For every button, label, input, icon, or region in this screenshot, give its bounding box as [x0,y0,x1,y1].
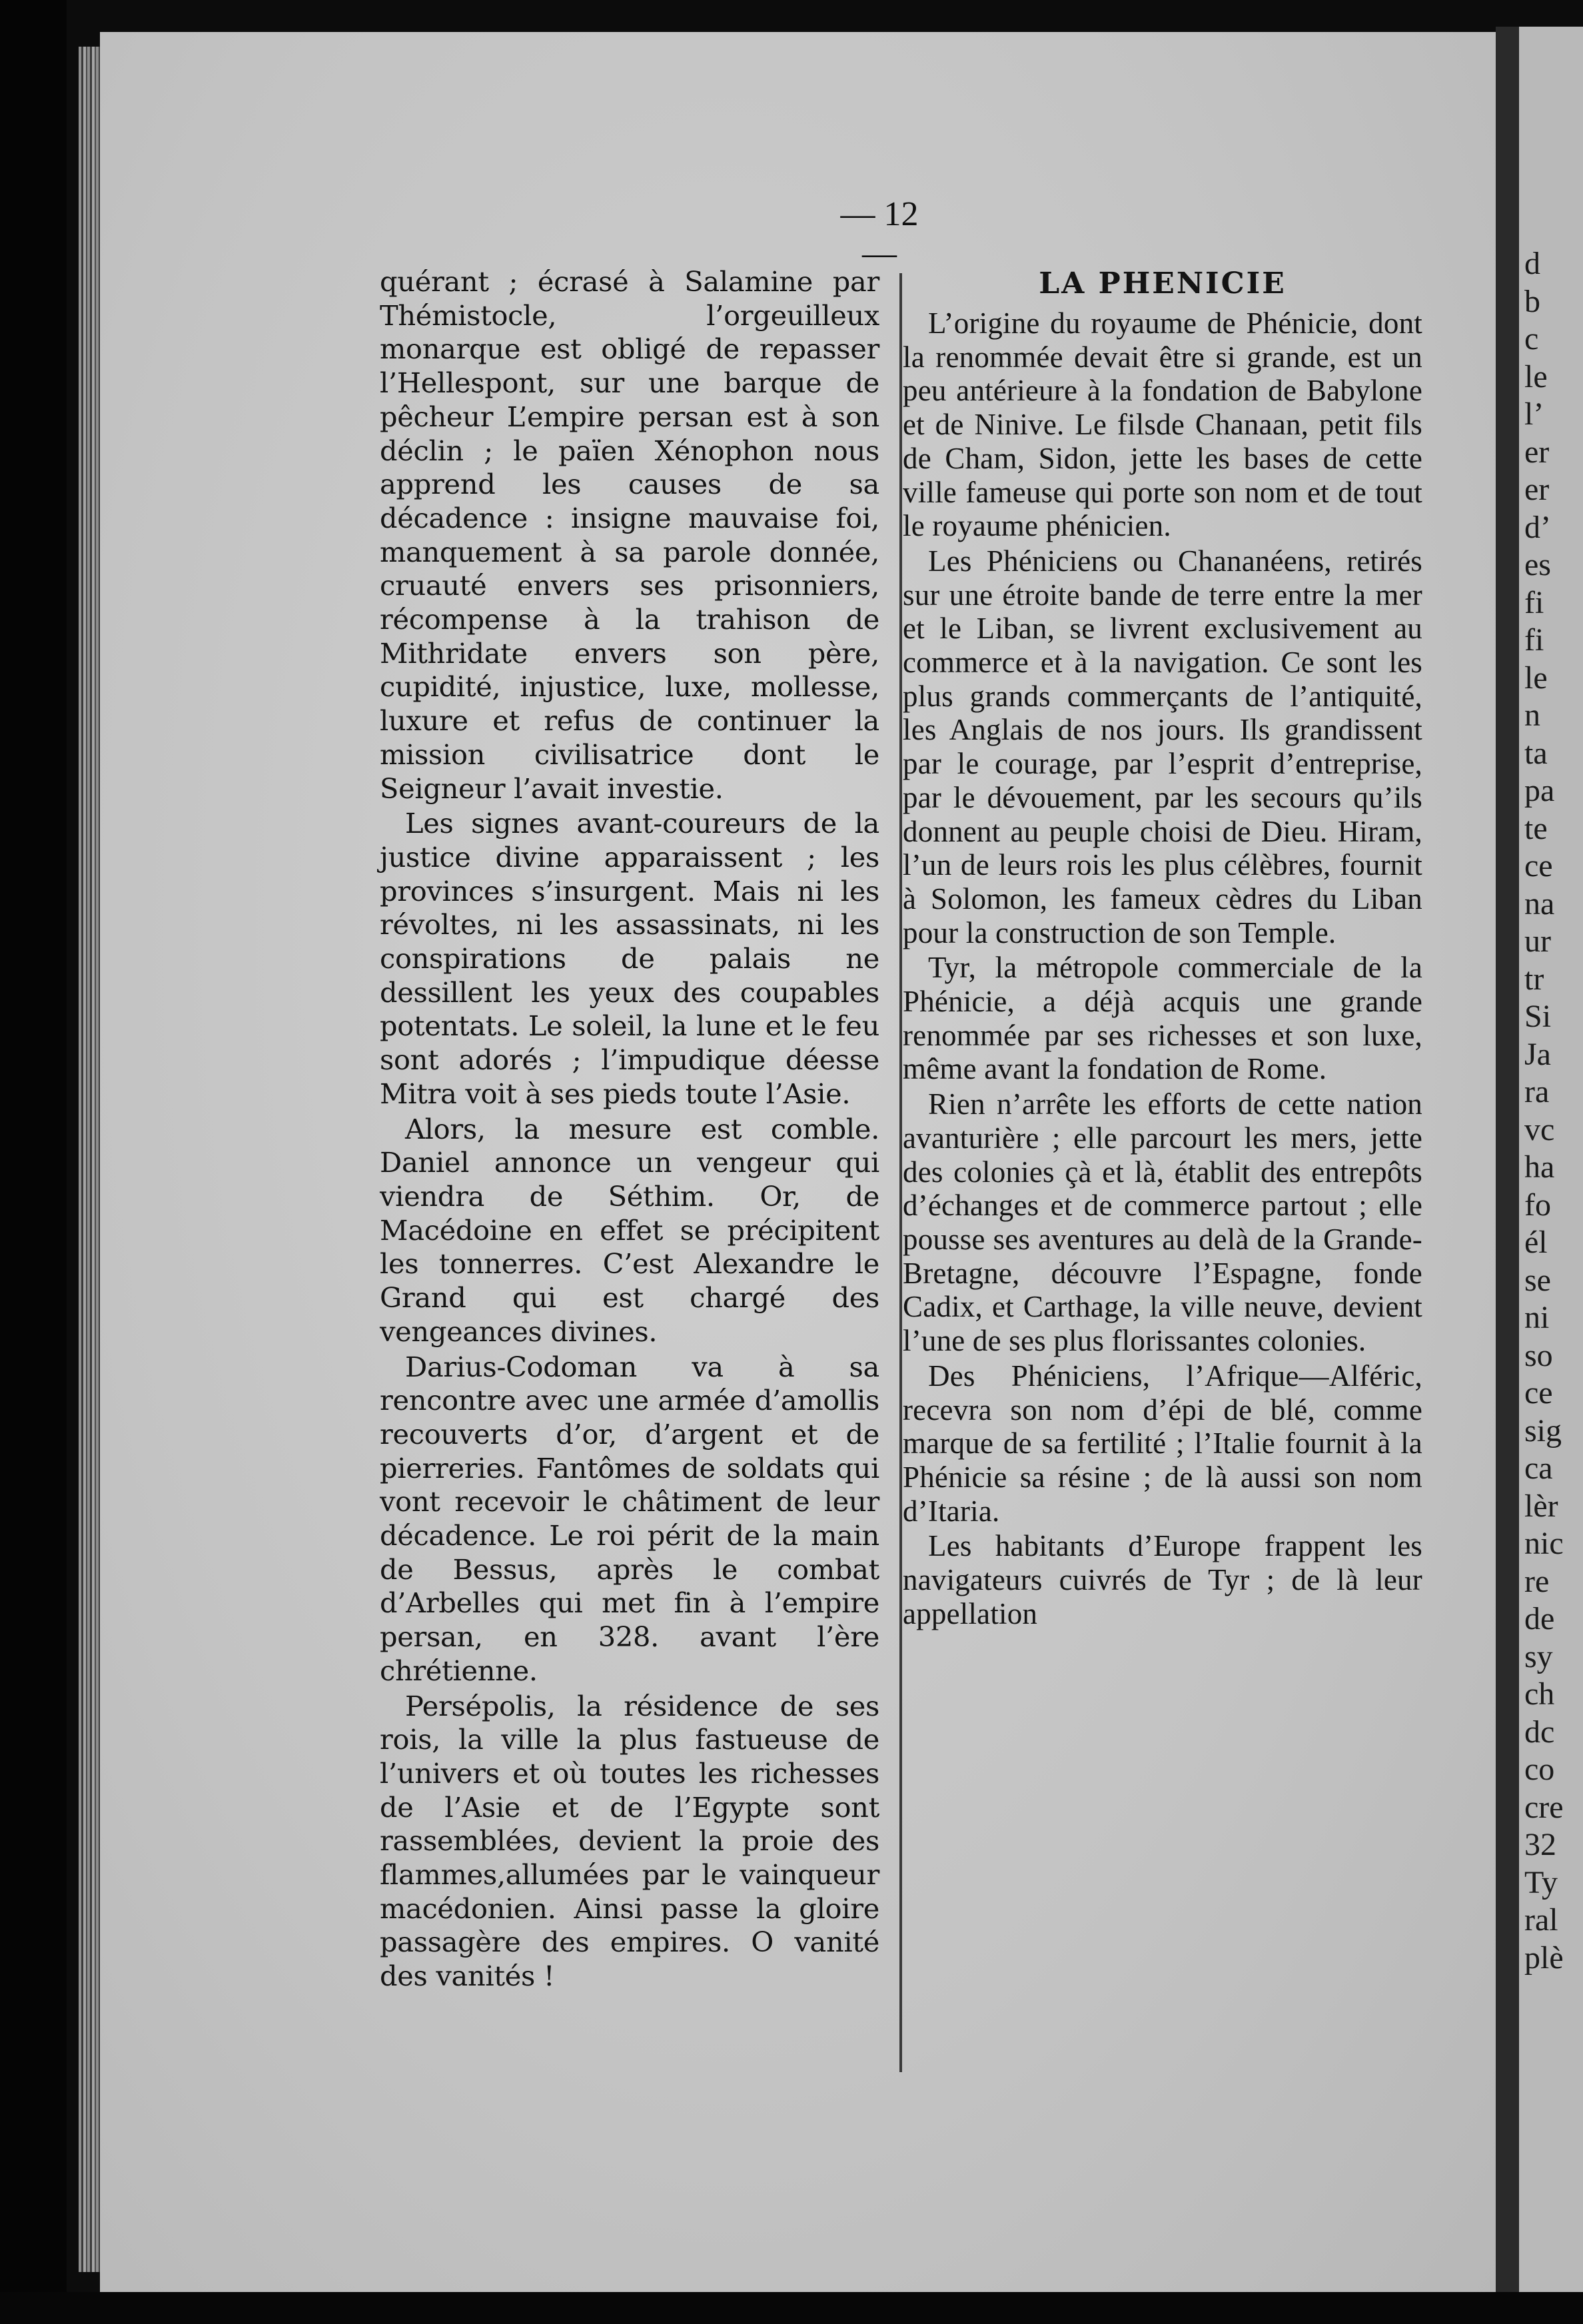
facing-page-text: sig [1524,1413,1562,1449]
page-number: — 12 — [840,195,919,273]
facing-page-text: lèr [1524,1488,1558,1524]
facing-page-text: te [1524,810,1548,846]
facing-page-text: l’ [1524,396,1544,432]
facing-page-text: sy [1524,1638,1553,1674]
facing-page-text: ta [1524,735,1548,771]
left-column [380,265,879,1995]
facing-page-text: ce [1524,1375,1553,1411]
paragraph: Les signes avant-coureurs de la justice divine apparaissent ; les provinces s’insurgent. Mais ni les révoltes, ni les assassinats, ni les conspirations de palais ne dessillent les yeux des coupables potentats. Le soleil, la lune et le feu sont adorés ; l’impudique déesse Mitra voit à ses pieds toute l’Asie. [380,807,879,1110]
facing-page-text: so [1524,1337,1553,1373]
facing-page-text: se [1524,1262,1551,1298]
facing-page-text: fi [1524,584,1544,620]
facing-page-text: Ty [1524,1864,1558,1900]
facing-page-text: er [1524,472,1550,507]
paragraph: Les habitants d’Europe frappent les navigateurs cuivrés de Tyr ; de là leur appellation [903,1529,1422,1630]
facing-page-text: ur [1524,923,1551,959]
facing-page-text: d’ [1524,509,1551,545]
facing-page-text: ra [1524,1074,1550,1109]
facing-page-text: na [1524,885,1555,921]
paragraph: Les Phéniciens ou Chananéens, retirés sur une étroite bande de terre entre la mer et le Liban, se livrent exclusivement au commerce et à la navigation. Ce sont les plus grands commerçants de l’antiquité, les Anglais de nos jours. Ils grandissent par le courage, par l’esprit d’entreprise, par le dévouement, par les secours qu’ils donnent au peuple choisi de Dieu. Hiram, l’un de leurs rois les plus célèbres, fournit à Solomon, les fameux cèdres du Liban pour la construction de son Temple. [903,544,1422,949]
facing-page-text: pa [1524,773,1555,808]
facing-page-text: ce [1524,848,1553,883]
facing-page-text: co [1524,1752,1555,1787]
paragraph: Darius-Codoman va à sa rencontre avec une armée d’amollis recouverts d’or, d’argent et de pierreries. Fantômes de soldats qui vont recevoir le châtiment de leur décadence. Le roi périt de la main de Bessus, après le combat d’Arbelles qui met fin à l’empire persan, en 328. avant l’ère chrétienne. [380,1350,879,1687]
facing-page-text: vc [1524,1111,1555,1147]
facing-page-text: le [1524,660,1548,696]
facing-page-text: er [1524,434,1550,470]
facing-page-text: nic [1524,1526,1564,1561]
facing-page-text: es [1524,547,1551,582]
facing-page-text: c [1524,321,1539,356]
film-bottom-margin [0,2292,1583,2324]
facing-page-text: ha [1524,1149,1555,1185]
column-divider [899,273,902,2072]
paragraph: L’origine du royaume de Phénicie, dont la renommée devait être si grande, est un peu antérieure à la fondation de Babylone et de Ninive. Le filsde Chanaan, petit fils de Cham, Sidon, jette les bases de cette ville fameuse qui porte son nom et de tout le royaume phénicien. [903,306,1422,543]
paragraph: Rien n’arrête les efforts de cette nation avanturière ; elle parcourt les mers, jette des colonies çà et là, établit des entrepôts d’échanges et de commerce partout ; elle pousse ses aventures au delà de la Grande-Bretagne, découvre l’Espagne, fonde Cadix, et Carthage, la ville neuve, devient l’une de ses plus florissantes colonies. [903,1087,1422,1358]
binding-gutter [1496,27,1519,2299]
facing-page-text: fi [1524,622,1544,658]
facing-page-text: cre [1524,1789,1564,1825]
paragraph: Alors, la mesure est comble. Daniel annonce un vengeur qui viendra de Séthim. Or, de Macédoine en effet se précipitent les tonnerres. C’est Alexandre le Grand qui est chargé des vengeances divines. [380,1112,879,1348]
right-column [903,265,1422,1632]
facing-page-text: de [1524,1601,1555,1636]
facing-page-text: Si [1524,999,1552,1034]
facing-page-text: fo [1524,1187,1551,1223]
facing-page-edge [1519,27,1583,2299]
facing-page-text: ni [1524,1300,1550,1335]
facing-page-text: Ja [1524,1036,1551,1072]
facing-page-text: b [1524,283,1540,319]
paragraph: Des Phéniciens, l’Afrique—Alféric, recevra son nom d’épi de blé, comme marque de sa fertilité ; l’Italie fournit à la Phénicie sa résine ; de là aussi son nom d’Itaria. [903,1359,1422,1528]
section-heading: LA PHENICIE [1039,267,1287,300]
facing-page-text: ral [1524,1902,1558,1938]
facing-page-text: ca [1524,1451,1553,1486]
facing-page-text: él [1524,1225,1548,1260]
facing-page-text: tr [1524,961,1544,997]
facing-page-text: 32 [1524,1827,1556,1862]
facing-page-text: ch [1524,1676,1555,1712]
facing-page-text: plè [1524,1940,1564,1976]
facing-page-text: n [1524,698,1540,733]
facing-page-text: dc [1524,1714,1555,1750]
paragraph: Tyr, la métropole commerciale de la Phénicie, a déjà acquis une grande renommée par ses richesses et son luxe, même avant la fondation de Rome. [903,951,1422,1086]
film-margin [0,0,67,2324]
facing-page-text: re [1524,1563,1550,1599]
facing-page-text: d [1524,246,1540,281]
paragraph: Persépolis, la résidence de ses rois, la ville la plus fastueuse de l’univers et où toutes les richesses de l’Asie et de l’Egypte sont rassemblées, devient la proie des flammes,allumées par le vainqueur macédonien. Ainsi passe la gloire passagère des empires. O vanité des vanités ! [380,1689,879,1993]
paragraph: quérant ; écrasé à Salamine par Thémistocle, l’orgeuilleux monarque est obligé de repasser l’Hellespont, sur une barque de pêcheur L’empire persan est à son déclin ; le païen Xénophon nous apprend les causes de sa décadence : insigne mauvaise foi, manquement à sa parole donnée, cruauté envers ses prisonniers, récompense à la trahison de Mithridate envers son père, cupidité, injustice, luxe, mollesse, luxure et refus de continuer la mission civilisatrice dont le Seigneur l’avait investie. [380,265,879,805]
facing-page-text: le [1524,358,1548,394]
